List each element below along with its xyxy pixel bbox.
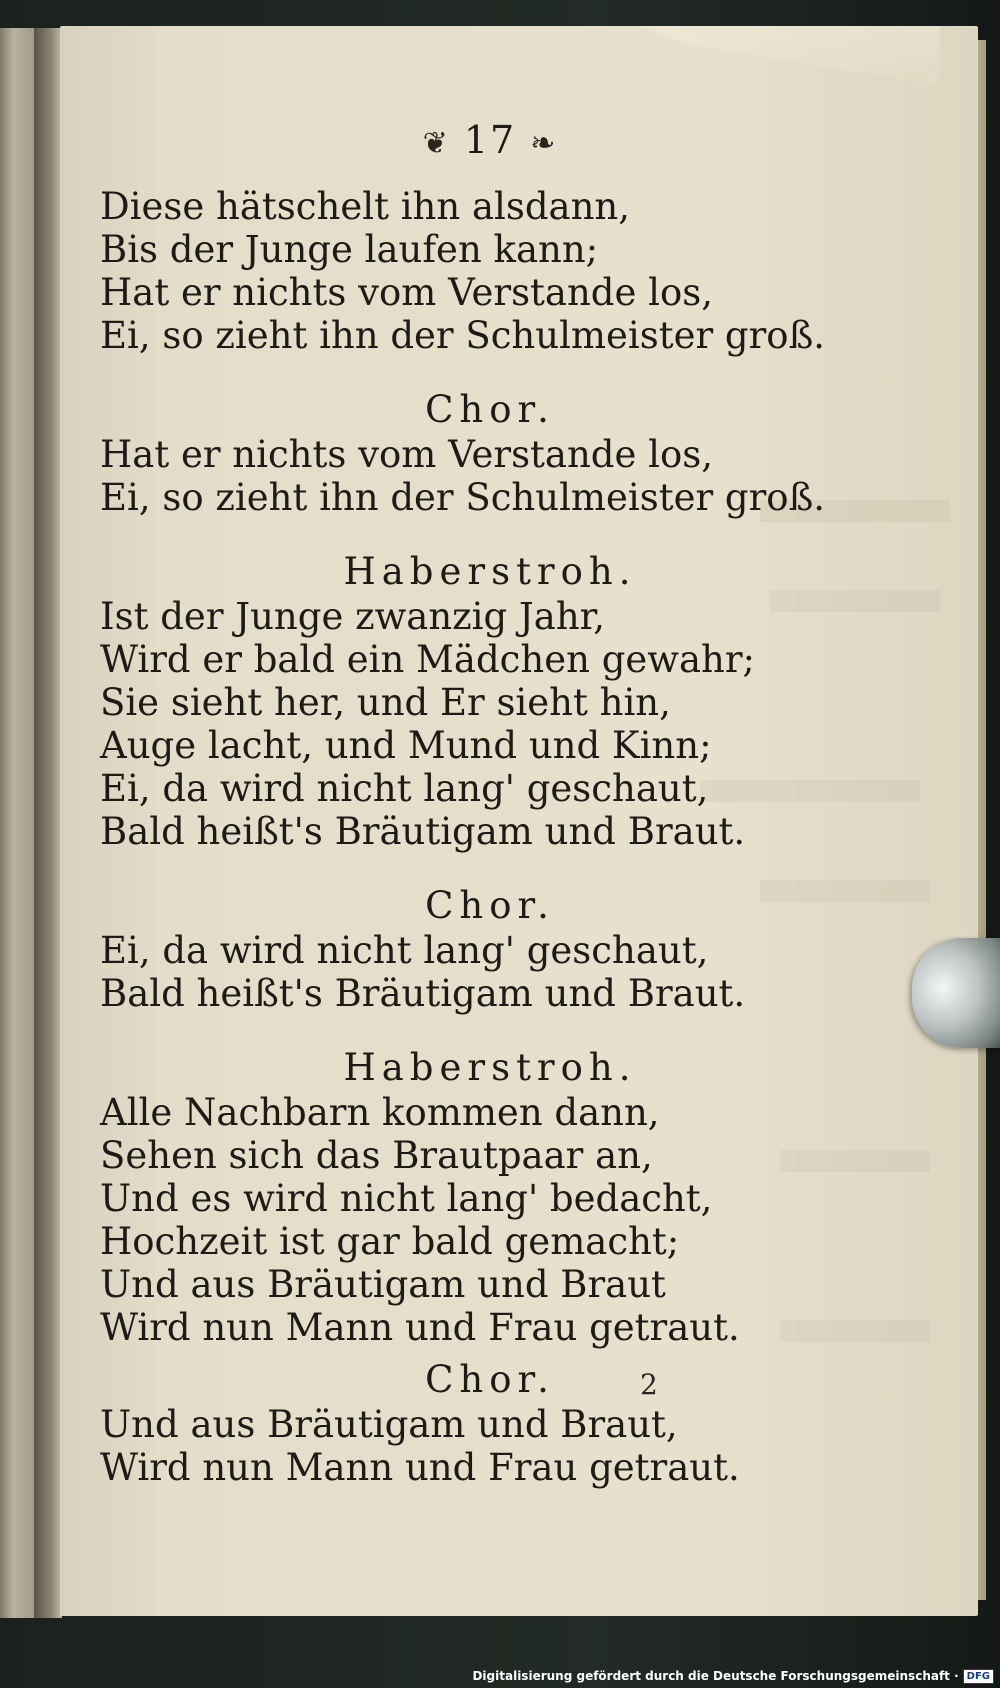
verse-line: Hochzeit ist gar bald gemacht; — [100, 1220, 680, 1263]
show-through-mark — [780, 1150, 930, 1172]
verse-line: Ei, da wird nicht lang' geschaut, — [100, 929, 709, 972]
speaker-heading: Chor. — [425, 388, 555, 431]
verse-line: Diese hätschelt ihn alsdann, — [100, 185, 630, 228]
verse-line: Ei, so zieht ihn der Schulmeister groß. — [100, 476, 826, 519]
show-through-mark — [770, 590, 940, 612]
verse-line: Ist der Junge zwanzig Jahr, — [100, 595, 606, 638]
verse-line: Ei, da wird nicht lang' geschaut, — [100, 767, 709, 810]
verse-line: Und es wird nicht lang' bedacht, — [100, 1177, 713, 1220]
verse-line: Wird er bald ein Mädchen gewahr; — [100, 638, 755, 681]
verse-line: Und aus Bräutigam und Braut — [100, 1263, 666, 1306]
dfg-logo: DFG — [963, 1669, 994, 1684]
page-clip-holder — [912, 938, 1000, 1048]
speaker-heading: Haberstroh. — [343, 550, 637, 593]
verse-line: Wird nun Mann und Frau getraut. — [100, 1446, 740, 1489]
speaker-heading: Haberstroh. — [343, 1046, 637, 1089]
verse-line: Ei, so zieht ihn der Schulmeister groß. — [100, 314, 826, 357]
verse-line: Sehen sich das Brautpaar an, — [100, 1134, 653, 1177]
verse-line: Auge lacht, und Mund und Kinn; — [100, 724, 712, 767]
verse-line: Wird nun Mann und Frau getraut. — [100, 1306, 740, 1349]
credit-text: Digitalisierung gefördert durch die Deutsche Forschungsgemeinschaft · — [472, 1669, 959, 1683]
speaker-heading: Chor. — [425, 884, 555, 927]
book-gutter — [34, 28, 62, 1618]
ornament-right-icon: ❧ — [530, 126, 558, 161]
signature-mark: 2 — [640, 1368, 658, 1401]
page-header — [100, 118, 880, 162]
digitization-credit — [472, 1666, 994, 1686]
page-number: 17 — [463, 118, 517, 162]
speaker-heading: Chor. — [425, 1358, 555, 1401]
verse-line: Alle Nachbarn kommen dann, — [100, 1091, 660, 1134]
facing-page-edge — [0, 28, 34, 1618]
show-through-mark — [700, 780, 920, 802]
verse-line: Und aus Bräutigam und Braut, — [100, 1403, 678, 1446]
ornament-left-icon: ❦ — [422, 126, 450, 161]
verse-line: Bald heißt's Bräutigam und Braut. — [100, 810, 746, 853]
verse-line: Hat er nichts vom Verstande los, — [100, 271, 714, 314]
show-through-mark — [780, 1320, 930, 1342]
verse-line: Sie sieht her, und Er sieht hin, — [100, 681, 671, 724]
verse-line: Bald heißt's Bräutigam und Braut. — [100, 972, 746, 1015]
verse-line: Bis der Junge laufen kann; — [100, 228, 599, 271]
verse-line: Hat er nichts vom Verstande los, — [100, 433, 714, 476]
